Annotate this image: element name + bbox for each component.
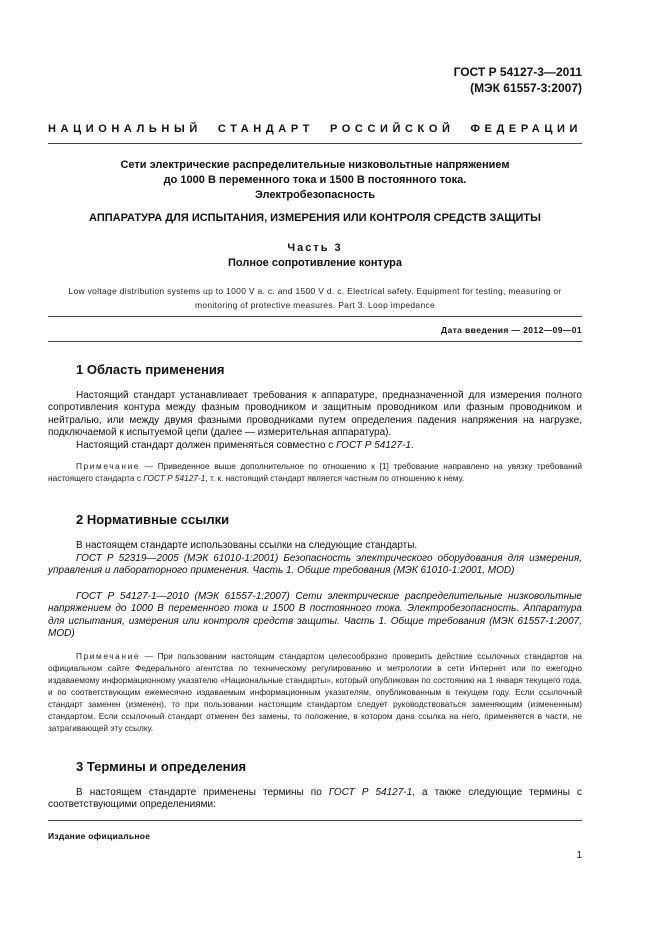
normative-reference-2: ГОСТ Р 54127-1—2010 (МЭК 61557-1:2007) Сети электрические распределительные низковольтные напряжением до 1000 В переменного тока и 1500 В постоянного тока. Электробезопасность. Аппаратура для испытания, измерения или контроля средств защиты. Часть 1. Общие требования (МЭК 61557-1:2007, MOD) [48,591,582,640]
english-title-line-1: Low voltage distribution systems up to 1000 V a. c. and 1500 V d. c. Electrical safety. Equipment for testing, measuring or [68,286,562,296]
edition-label: Издание официальное [48,831,151,841]
national-standard-banner: НАЦИОНАЛЬНЫЙ СТАНДАРТ РОССИЙСКОЙ ФЕДЕРАЦИИ [48,123,582,135]
english-title-line-2: monitoring of protective measures. Part 3. Loop impedance [194,300,436,310]
document-number: ГОСТ Р 54127-3—2011 [453,65,582,79]
introduction-date: Дата введения — 2012—09—01 [441,325,582,335]
part-title: Полное сопротивление контура [227,257,403,269]
date-divider [48,341,582,342]
note-label: Примечание [76,651,141,661]
title-divider [48,316,582,317]
part-label: Часть 3 [287,242,343,254]
document-number-block [454,64,582,96]
section-1-paragraph-1: Настоящий стандарт устанавливает требования к аппаратуре, предназначенной для измерения полного сопротивления контура между фазным проводником и защитным проводником или фазным проводником и нейтралью, или между двумя фазными проводниками путем определения падения напряжения на нагрузке, подключаемой к испытуемой цепи (далее — измерительная аппаратура). [48,390,582,439]
iec-number: (МЭК 61557-3:2007) [470,81,582,95]
title-line-2: до 1000 В переменного тока и 1500 В постоянного тока. [163,174,467,186]
gost-reference: ГОСТ Р 54127-1 [328,787,413,798]
section-1-heading: 1 Область применения [76,362,225,377]
section-2-note: Примечание — При пользовании настоящим стандартом целесообразно проверить действие ссылочных стандартов на официальном сайте Федерального агентства по техническому регулированию и метрологии в сети Интернет или по ежегодно издаваемому информационному указателю «Национальные стандарты», который опубликован по состоянию на 1 января текущего года, и по соответствующим ежемесячно издаваемым информационным указателям, опубликованным в текущем году. Если ссылочный стандарт заменен (изменен), то при пользовании настоящим стандартом следует руководствоваться заменяющим (измененным) стандартом. Если ссылочный стандарт отменен без замены, то положение, в котором дана ссылка на него, применяется в части, не затрагивающей эту ссылку. [48,651,582,733]
english-title [48,284,582,312]
section-2-heading: 2 Нормативные ссылки [76,512,230,527]
section-1-note: Примечание — Приведенное выше дополнительное по отношению к [1] требование направлено на увязку требований настоящего стандарта с ГОСТ Р 54127-1, т. к. настоящий стандарт является частным по отношению к нему. [48,461,582,483]
note-label: Примечание [76,461,141,471]
section-3-paragraph-1: В настоящем стандарте применены термины по ГОСТ Р 54127-1, а также следующие термины с соответствующими определениями: [48,787,582,811]
footer-divider [48,820,582,821]
gost-reference: ГОСТ Р 54127-1 [143,473,206,483]
normative-reference-1: ГОСТ Р 52319—2005 (МЭК 61010-1:2001) Безопасность электрического оборудования для измерения, управления и лабораторного применения. Часть 1. Общие требования (МЭК 61010-1:2001, MOD) [48,553,582,577]
title-line-1: Сети электрические распределительные низковольтные напряжением [120,159,510,171]
gost-reference: ГОСТ Р 54127-1 [336,440,411,451]
standard-title-block [48,158,582,203]
header-divider [48,143,582,144]
section-2-paragraph-1: В настоящем стандарте использованы ссылки на следующие стандарты. [76,540,418,551]
page-number: 1 [576,850,582,861]
title-line-3: Электробезопасность [254,189,376,201]
section-3-heading: 3 Термины и определения [76,759,247,774]
main-title: АППАРАТУРА ДЛЯ ИСПЫТАНИЯ, ИЗМЕРЕНИЯ ИЛИ КОНТРОЛЯ СРЕДСТВ ЗАЩИТЫ [89,212,541,224]
section-1-paragraph-2: Настоящий стандарт должен применяться совместно с ГОСТ Р 54127-1. [76,440,414,451]
